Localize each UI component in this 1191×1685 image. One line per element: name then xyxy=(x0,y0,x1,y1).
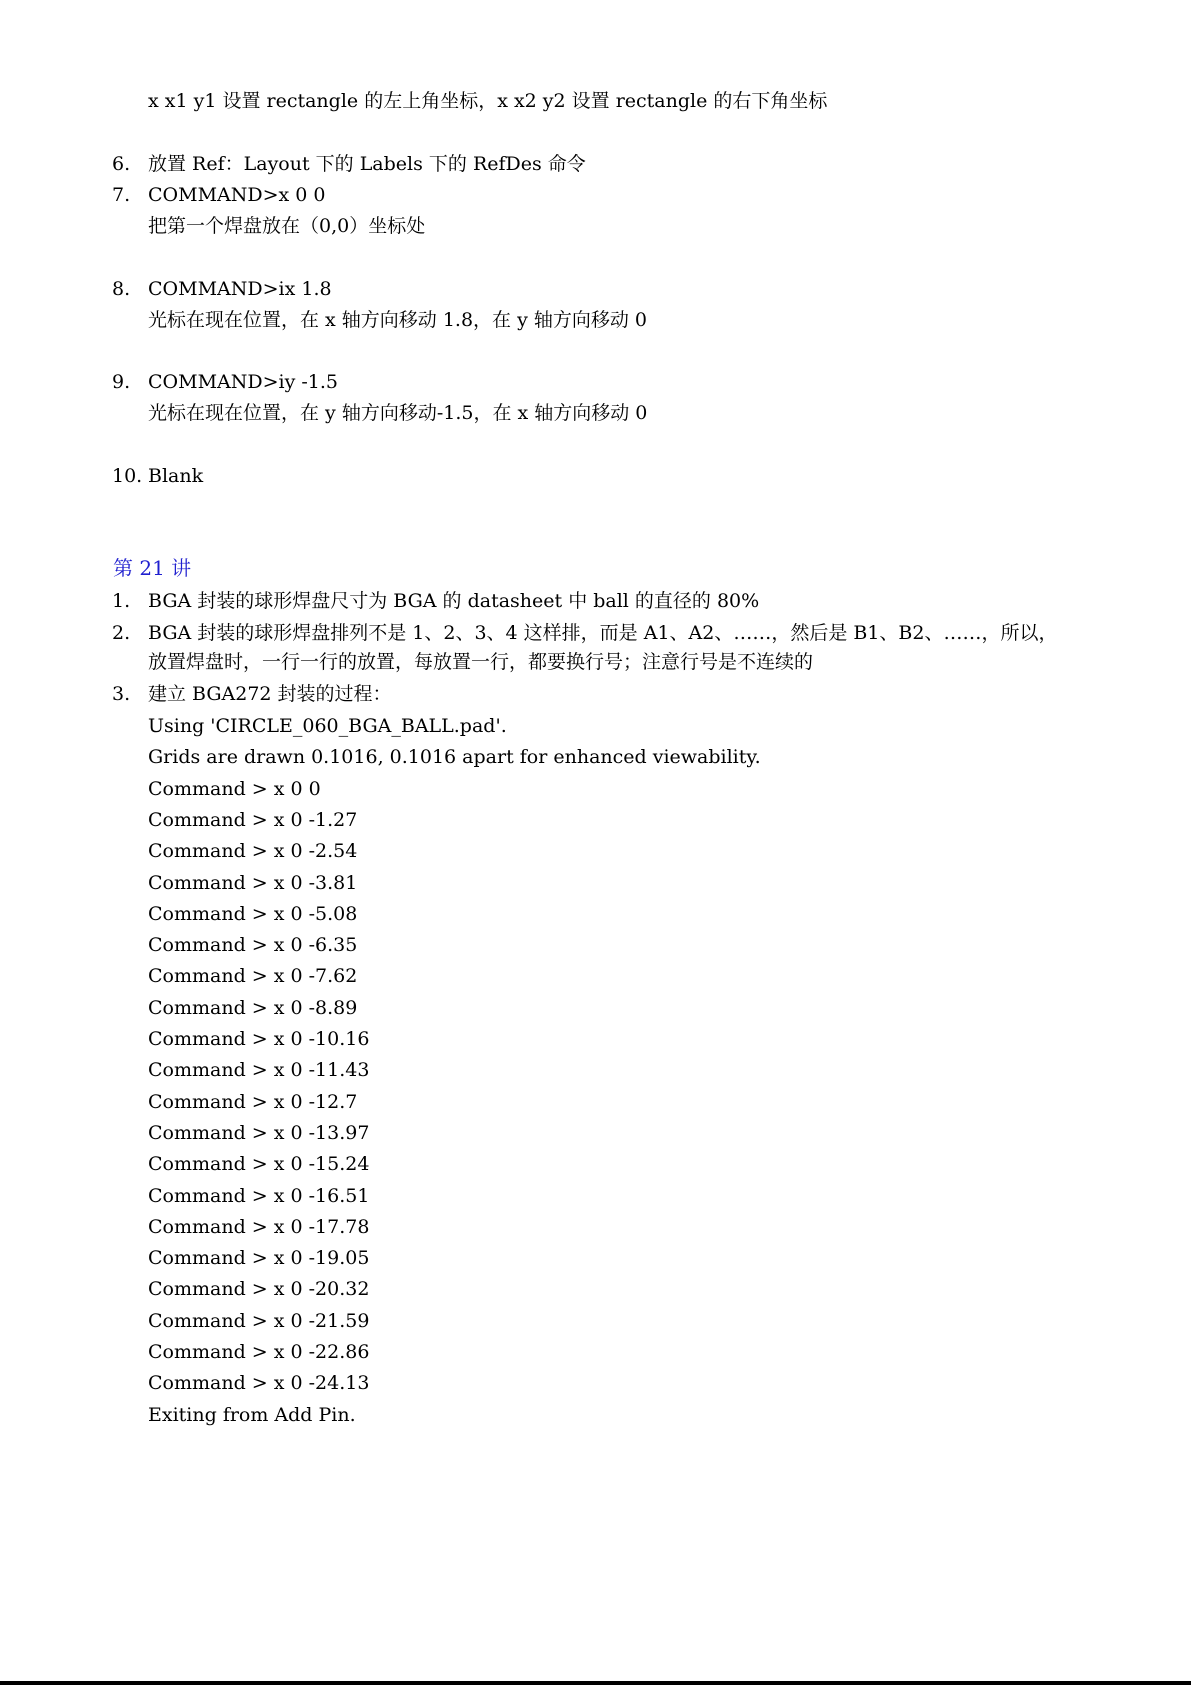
log-line: Command > x 0 -20.32 xyxy=(148,1278,370,1300)
step-number: 8. xyxy=(112,278,131,300)
log-line: Command > x 0 -10.16 xyxy=(148,1028,370,1050)
step-number: 9. xyxy=(112,371,131,393)
log-line: Command > x 0 -13.97 xyxy=(148,1122,370,1144)
step-number: 7. xyxy=(112,184,131,206)
page-bottom-border xyxy=(0,1681,1191,1685)
log-line: Command > x 0 -8.89 xyxy=(148,997,358,1019)
step-number: 2. xyxy=(112,622,131,644)
step-command: COMMAND>ix 1.8 xyxy=(148,278,332,300)
log-line: Command > x 0 -21.59 xyxy=(148,1310,370,1332)
step-text: 放置 Ref：Layout 下的 Labels 下的 RefDes 命令 xyxy=(148,153,586,175)
log-line: Command > x 0 -22.86 xyxy=(148,1341,370,1363)
step-command: COMMAND>iy -1.5 xyxy=(148,371,339,393)
step-text: BGA 封装的球形焊盘排列不是 1、2、3、4 这样排，而是 A1、A2、……，然后是 B1、B2、……，所以， xyxy=(148,622,1058,644)
log-line: Command > x 0 -17.78 xyxy=(148,1216,370,1238)
log-line: Command > x 0 -6.35 xyxy=(148,934,358,956)
log-line: Command > x 0 -19.05 xyxy=(148,1247,370,1269)
step-number: 6. xyxy=(112,153,131,175)
log-line: Command > x 0 -3.81 xyxy=(148,872,358,894)
log-line: Using 'CIRCLE_060_BGA_BALL.pad'. xyxy=(148,715,507,737)
step-text: 光标在现在位置，在 x 轴方向移动 1.8，在 y 轴方向移动 0 xyxy=(148,309,647,331)
log-line: Command > x 0 -7.62 xyxy=(148,965,358,987)
step-number: 10. xyxy=(112,465,143,487)
log-line: Exiting from Add Pin. xyxy=(148,1404,356,1426)
step-number: 3. xyxy=(112,683,131,705)
step-text: 建立 BGA272 封装的过程： xyxy=(148,683,392,705)
log-line: Command > x 0 -2.54 xyxy=(148,840,358,862)
step-text: 把第一个焊盘放在（0,0）坐标处 xyxy=(148,215,426,237)
step-text: 放置焊盘时，一行一行的放置，每放置一行，都要换行号；注意行号是不连续的 xyxy=(148,651,814,673)
log-line: Command > x 0 -24.13 xyxy=(148,1372,370,1394)
step-command: COMMAND>x 0 0 xyxy=(148,184,326,206)
lecture-heading: 第 21 讲 xyxy=(113,556,192,580)
log-line: Grids are drawn 0.1016, 0.1016 apart for enhanced viewability. xyxy=(148,746,761,768)
log-line: Command > x 0 -11.43 xyxy=(148,1059,370,1081)
log-line: Command > x 0 0 xyxy=(148,778,321,800)
step-text: Blank xyxy=(148,465,204,487)
step-number: 1. xyxy=(112,590,131,612)
log-line: Command > x 0 -15.24 xyxy=(148,1153,370,1175)
log-line: Command > x 0 -5.08 xyxy=(148,903,358,925)
step-text: 光标在现在位置，在 y 轴方向移动-1.5，在 x 轴方向移动 0 xyxy=(148,402,648,424)
log-line: Command > x 0 -12.7 xyxy=(148,1091,358,1113)
log-line: Command > x 0 -1.27 xyxy=(148,809,358,831)
log-line: Command > x 0 -16.51 xyxy=(148,1185,370,1207)
step-text: BGA 封装的球形焊盘尺寸为 BGA 的 datasheet 中 ball 的直径的 80% xyxy=(148,590,760,612)
intro-text: x x1 y1 设置 rectangle 的左上角坐标，x x2 y2 设置 rectangle 的右下角坐标 xyxy=(148,90,828,112)
